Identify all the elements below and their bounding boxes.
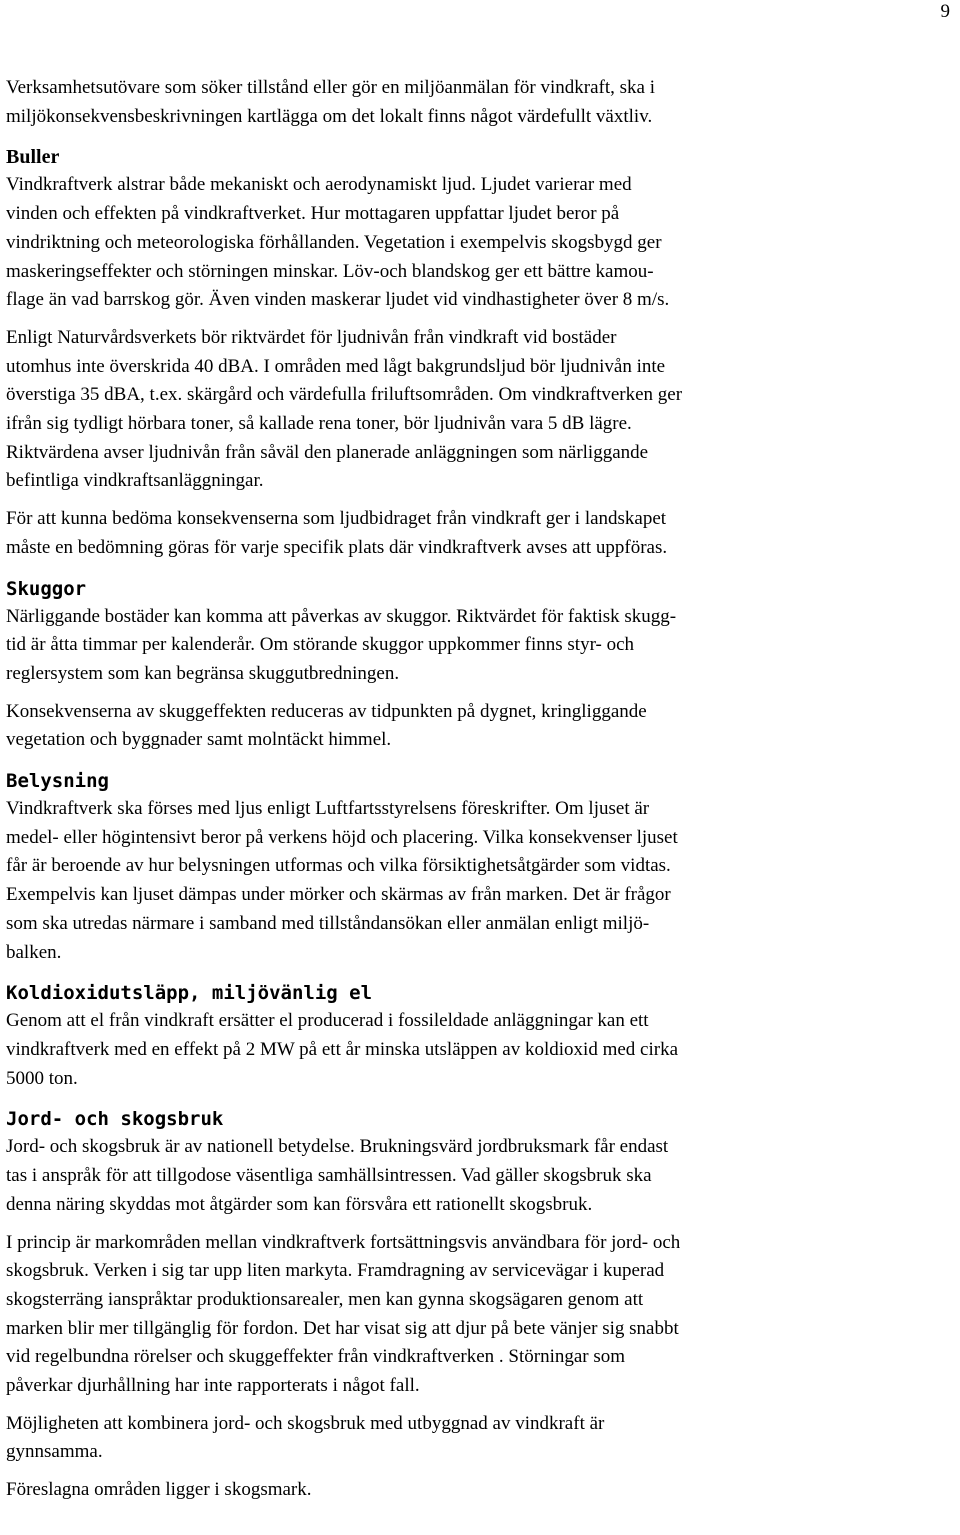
page-number: 9: [940, 1, 950, 22]
section-heading-buller: Buller: [6, 146, 60, 169]
skuggor-paragraph-1: Närliggande bostäder kan komma att påverkas av skuggor. Riktvärdet för faktisk skugg- tid är åtta timmar per kalenderår. Om störande skuggor uppkommer finns styr- och reglersystem som kan begränsa skuggutbredningen.: [6, 605, 677, 684]
koldioxid-paragraph-1: Genom att el från vindkraft ersätter el producerad i fossileldade anläggningar kan ett vindkraftverk med en effekt på 2 MW på ett år minska utsläppen av koldioxid med cirka 5000 ton.: [6, 1010, 679, 1089]
skuggor-paragraph-2: Konsekvenserna av skuggeffekten reduceras av tidpunkten på dygnet, kringliggande vegetation och byggnader samt molntäckt himmel.: [6, 700, 647, 751]
section-heading-jord-skogsbruk: Jord- och skogsbruk: [6, 1108, 224, 1131]
section-heading-koldioxid: Koldioxidutsläpp, miljövänlig el: [6, 982, 373, 1005]
buller-paragraph-1: Vindkraftverk alstrar både mekaniskt och aerodynamiskt ljud. Ljudet varierar med vinden och effekten på vindkraftverket. Hur mottagaren uppfattar ljudet beror på vindriktning och meteorologiska förhållanden. Vegetation i exempelvis skogsbygd ger maskeringseffekter och störningen minskar. Löv-och blandskog ger ett bättre kamou- flage än vad barrskog gör. Även vinden maskerar ljudet vid vindhastigheter över 8 m/s.: [6, 174, 670, 311]
buller-paragraph-3: För att kunna bedöma konsekvenserna som ljudbidraget från vindkraft ger i landskapet måste en bedömning göras för varje specifik plats där vindkraftverk avses att uppföras.: [6, 508, 668, 558]
jordskog-paragraph-3: Möjligheten att kombinera jord- och skogsbruk med utbyggnad av vindkraft är gynnsamma.: [6, 1412, 605, 1463]
section-heading-belysning: Belysning: [6, 770, 109, 793]
jordskog-paragraph-2: I princip är markområden mellan vindkraftverk fortsättningsvis användbara för jord- och skogsbruk. Verken i sig tar upp liten markyta. Framdragning av servicevägar i kuperad skogsterräng ianspråktar produktionsarealer, men kan gynna skogsägaren genom att marken blir mer tillgänglig för fordon. Det har visat sig att djur på bete vänjer sig snabbt vid regelbundna rörelser och skuggeffekter från vindkraftverken . Störningar som påverkar djurhållning har inte rapporterats i något fall.: [6, 1231, 681, 1397]
document-body: [6, 74, 954, 1505]
jordskog-paragraph-1: Jord- och skogsbruk är av nationell betydelse. Brukningsvärd jordbruksmark får endast tas i anspråk för att tillgodose väsentliga samhällsintressen. Vad gäller skogsbruk ska denna näring skyddas mot åtgärder som kan försvåra ett rationellt skogsbruk.: [6, 1136, 669, 1215]
belysning-paragraph-1: Vindkraftverk ska förses med ljus enligt Luftfartsstyrelsens föreskrifter. Om ljuset är medel- eller högintensivt beror på verkens höjd och placering. Vilka konsekvenser ljuset får är beroende av hur belysningen utformas och vilka försiktighetsåtgärder som vidtas. Exempelvis kan ljuset dämpas under mörker och skärmas av från marken. Det är frågor som ska utredas närmare i samband med tillståndansökan eller anmälan enligt miljö- balken.: [6, 798, 678, 963]
buller-paragraph-2: Enligt Naturvårdsverkets bör riktvärdet för ljudnivån från vindkraft vid bostäder utomhus inte överskrida 40 dBA. I områden med lågt bakgrundsljud bör ljudnivån inte överstiga 35 dBA, t.ex. skärgård och värdefulla friluftsområden. Om vindkraftverken ger ifrån sig tydligt hörbara toner, så kallade rena toner, bör ljudnivån vara 5 dB lägre. Riktvärdena avser ljudnivån från såväl den planerade anläggningen som närliggande befintliga vindkraftsanläggningar.: [6, 326, 683, 492]
intro-paragraph: Verksamhetsutövare som söker tillstånd eller gör en miljöanmälan för vindkraft, ska i miljökonsekvensbeskrivningen kartlägga om det lokalt finns något värdefullt växtliv.: [6, 77, 655, 127]
section-heading-skuggor: Skuggor: [6, 577, 87, 600]
jordskog-paragraph-4: Föreslagna områden ligger i skogsmark.: [6, 1479, 312, 1501]
